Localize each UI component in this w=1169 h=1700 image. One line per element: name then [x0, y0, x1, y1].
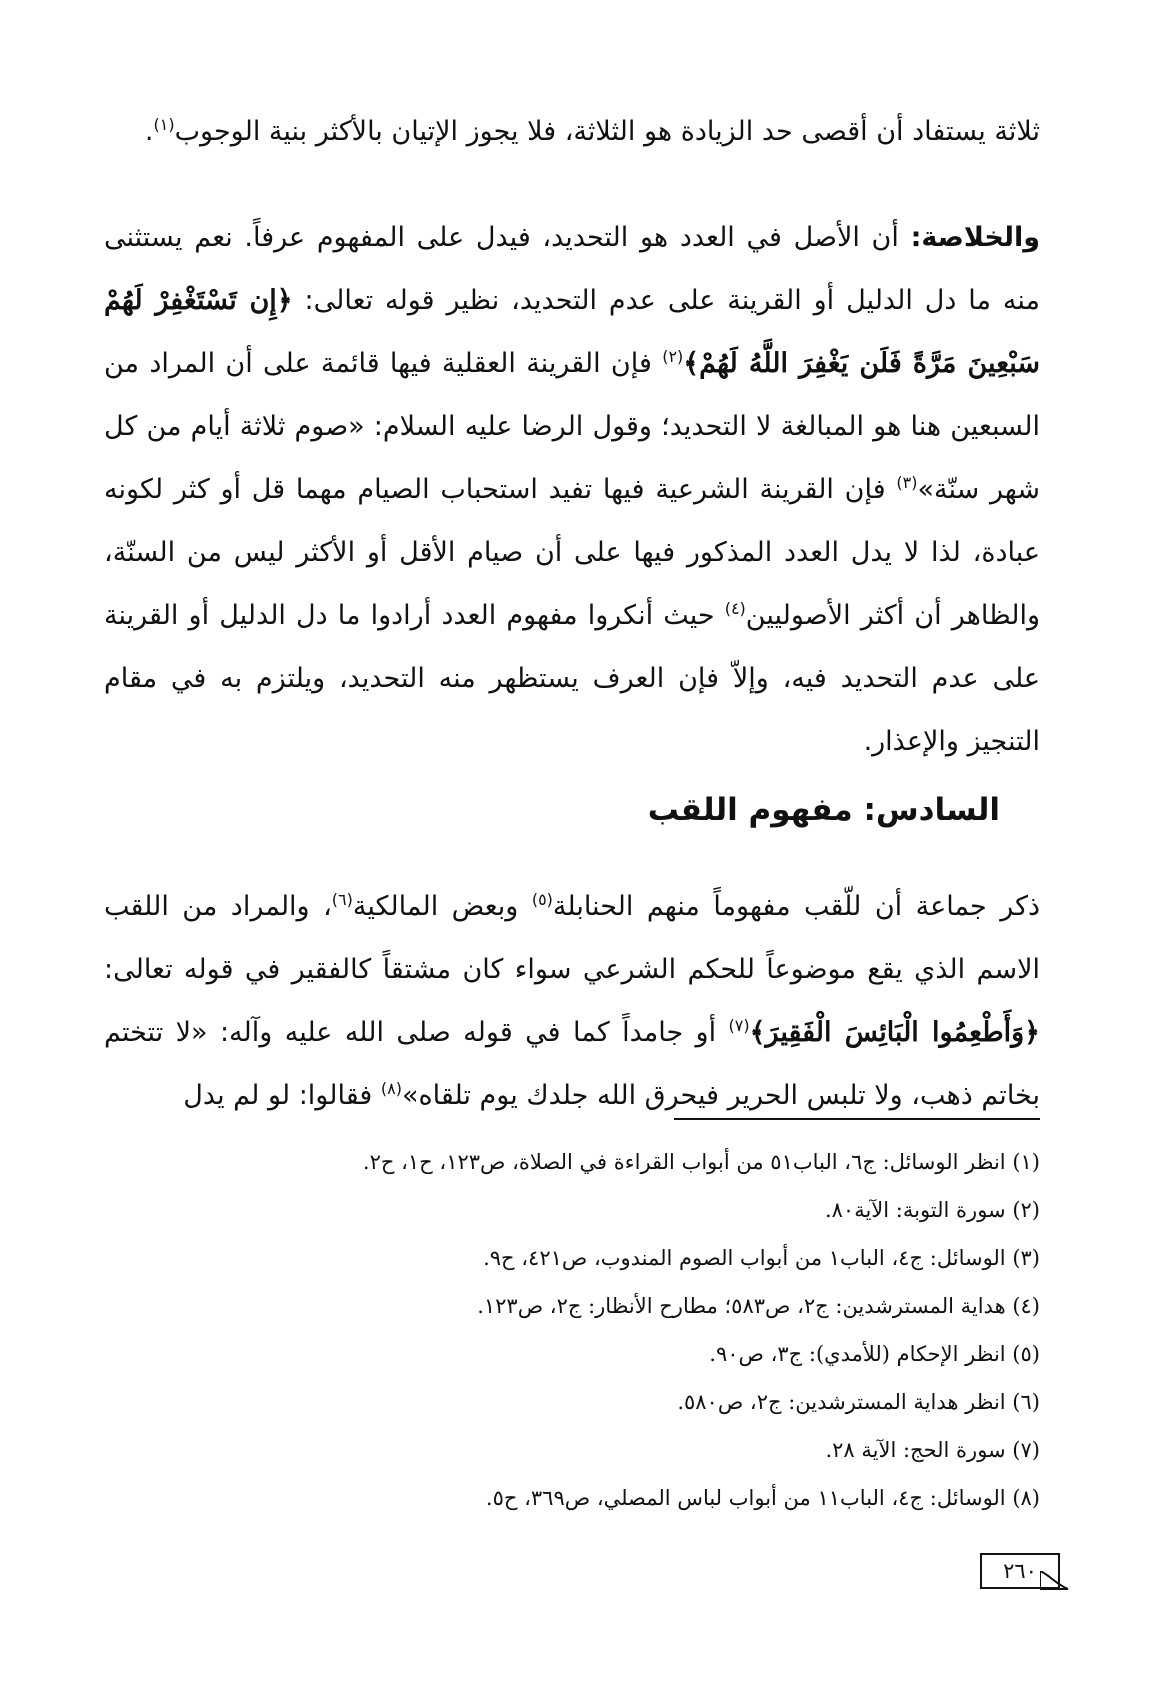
paragraph-2-text-4: حيث أنكروا مفهوم العدد أرادوا ما دل الدليل أو القرينة على عدم التحديد فيه، وإلاّ فإن العرف يستظهر منه التحديد، ويلتزم به في مقام التنجيز والإعذار.: [104, 600, 1040, 757]
footnote-ref-1: (١): [153, 115, 175, 134]
paragraph-1: [104, 100, 1040, 163]
footnote-item: (٤) هداية المسترشدين: ج٢، ص٥٨٣؛ مطارح الأنظار: ج٢، ص١٢٣.: [477, 1294, 1040, 1318]
footnote-item: (٦) انظر هداية المسترشدين: ج٢، ص٥٨٠.: [677, 1390, 1040, 1414]
footnotes-list: [104, 1138, 1040, 1522]
paragraph-2-text-2: فإن القرينة العقلية فيها قائمة على أن المراد من السبعين هنا هو المبالغة لا التحديد؛ وقول الرضا عليه السلام: «صوم ثلاثة أيام من كل شهر سنّة»: [104, 348, 1040, 505]
quran-verse-2: ﴿وَأَطْعِمُوا الْبَائِسَ الْفَقِيرَ﴾: [749, 1017, 1040, 1048]
paragraph-2-text-1: أن الأصل في العدد هو التحديد، فيدل على المفهوم عرفاً. نعم يستثنى منه ما دل الدليل أو القرينة على عدم التحديد، نظير قوله تعالى:: [104, 222, 1040, 316]
paragraph-3-text-4: أو جامداً كما في قوله صلى الله عليه وآله: «لا تتختم بخاتم ذهب، ولا تلبس الحرير فيحرق الله جلدك يوم تلقاه»: [104, 1017, 1040, 1111]
page-number: ٢٦٠: [1003, 1559, 1037, 1583]
paragraph-3-text-5: فقالوا: لو لم يدل: [183, 1080, 373, 1111]
section-heading-title: مفهوم اللقب: [647, 792, 853, 828]
footnote-separator: [674, 1118, 1040, 1120]
paragraph-3-text-2: وبعض المالكية: [352, 891, 519, 922]
paragraph-1-text: ثلاثة يستفاد أن أقصى حد الزيادة هو الثلاثة، فلا يجوز الإتيان بالأكثر بنية الوجوب: [174, 116, 1040, 147]
footnote-item: (٧) سورة الحج: الآية ٢٨.: [825, 1438, 1040, 1462]
footnote-item: (٢) سورة التوبة: الآية٨٠.: [824, 1198, 1040, 1222]
footnote-ref-3: (٣): [896, 473, 918, 492]
quran-verse-1: ﴿إِن تَسْتَغْفِرْ لَهُمْ سَبْعِينَ مَرَّةً فَلَن يَغْفِرَ اللَّهُ لَهُمْ﴾: [104, 285, 1040, 379]
footnote-item: (٥) انظر الإحكام (للأمدي): ج٣، ص٩٠.: [709, 1342, 1040, 1366]
summary-lead: والخلاصة:: [910, 222, 1040, 253]
footnote-ref-2: (٢): [662, 347, 684, 366]
footnote-item: (١) انظر الوسائل: ج٦، الباب٥١ من أبواب القراءة في الصلاة، ص١٢٣، ح١، ح٢.: [362, 1150, 1040, 1174]
paragraph-2-text-3: فإن القرينة الشرعية فيها تفيد استحباب الصيام مهما قل أو كثر لكونه عبادة، لذا لا يدل العدد المذكور فيها على أن صيام الأقل أو الأكثر ليس من السنّة، والظاهر أن أكثر الأصوليين: [104, 474, 1040, 631]
section-heading-prefix: السادس:: [863, 792, 1000, 828]
footnote-item: (٨) الوسائل: ج٤، الباب١١ من أبواب لباس المصلي، ص٣٦٩، ح٥.: [485, 1486, 1040, 1510]
footnote-ref-5: (٥): [531, 890, 553, 909]
footnote-item: (٣) الوسائل: ج٤، الباب١ من أبواب الصوم المندوب، ص٤٢١، ح٩.: [483, 1246, 1040, 1270]
paragraph-3-text-1: ذكر جماعة أن للّقب مفهوماً منهم الحنابلة: [552, 891, 1040, 922]
footnote-ref-8: (٨): [380, 1079, 402, 1098]
footnote-ref-6: (٦): [331, 890, 353, 909]
footnote-ref-4: (٤): [724, 599, 746, 618]
page-curl-icon: [1040, 1571, 1070, 1593]
paragraph-3-text-3: ، والمراد من اللقب الاسم الذي يقع موضوعاً للحكم الشرعي سواء كان مشتقاً كالفقير في قوله تعالى:: [104, 891, 1040, 985]
footnote-ref-7: (٧): [728, 1016, 750, 1035]
section-heading: [104, 786, 1000, 834]
paragraph-2: [104, 206, 1080, 773]
paragraph-1-end: .: [144, 116, 154, 147]
paragraph-3: [104, 875, 1080, 1127]
